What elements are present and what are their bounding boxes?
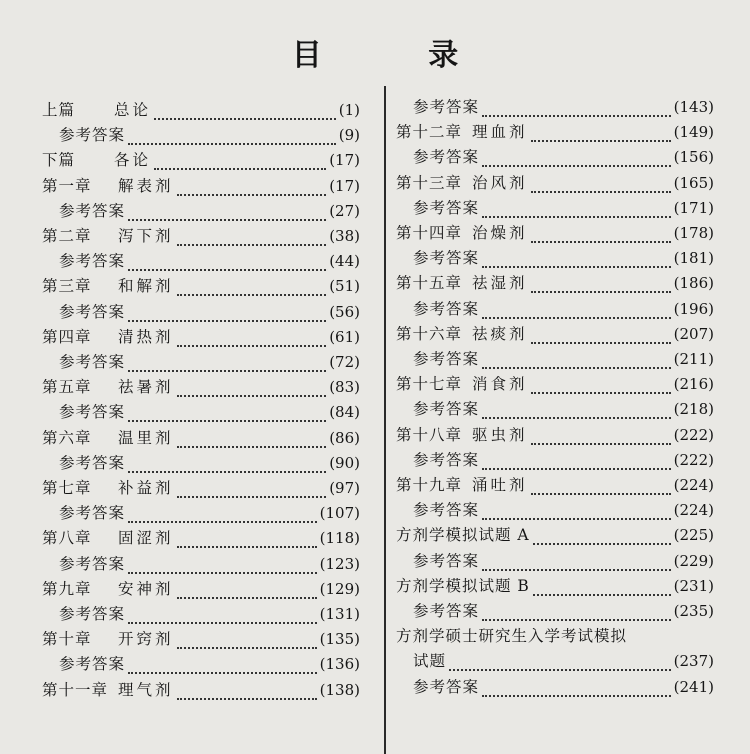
dot-leader (482, 303, 671, 319)
page-number: (17) (329, 176, 360, 195)
chapter-number: 第五章 (42, 378, 92, 397)
page-number: (143) (673, 98, 714, 116)
toc-answer-entry[interactable] (413, 650, 714, 672)
chapter-title: 总论 (114, 101, 152, 119)
dot-leader (177, 432, 327, 448)
toc-chapter-entry[interactable] (42, 427, 360, 449)
toc-answer-entry[interactable] (413, 676, 714, 698)
page-number: (216) (673, 375, 714, 394)
entry-label: 参考答案 (413, 249, 480, 268)
dot-leader (177, 230, 327, 246)
page-number: (241) (673, 677, 714, 696)
page-number: (138) (319, 680, 360, 699)
dot-leader (177, 532, 317, 548)
toc-answer-entry[interactable] (413, 499, 714, 521)
dot-leader (128, 205, 326, 221)
entry-label: 参考答案 (59, 302, 126, 321)
entry-label: 方剂学模拟试题 A (396, 526, 530, 545)
dot-leader (531, 277, 671, 293)
page-number: (131) (319, 605, 360, 623)
page-number: (1) (338, 101, 360, 119)
chapter-number: 第九章 (42, 579, 92, 598)
chapter-title: 和解剂 (118, 277, 174, 296)
chapter-title: 安神剂 (118, 579, 174, 598)
chapter-number: 第十九章 (396, 476, 463, 494)
page-number: (56) (329, 302, 360, 321)
toc-answer-entry[interactable] (59, 653, 360, 675)
toc-answer-entry[interactable] (59, 603, 360, 625)
toc-exam-entry[interactable] (396, 524, 714, 546)
page-number: (229) (673, 551, 714, 570)
dot-leader (128, 658, 317, 674)
page-number: (235) (673, 602, 714, 620)
chapter-number: 第十六章 (396, 324, 463, 343)
chapter-title: 治燥剂 (472, 224, 528, 242)
page-number: (186) (673, 274, 714, 293)
page-number: (17) (329, 151, 360, 170)
dot-leader (177, 633, 317, 649)
toc-chapter-entry[interactable] (396, 424, 714, 446)
chapter-title: 解表剂 (118, 176, 174, 195)
entry-label: 参考答案 (413, 677, 480, 696)
chapter-title: 清热剂 (118, 327, 174, 346)
chapter-number: 上篇 (42, 101, 76, 119)
toc-chapter-entry[interactable] (42, 376, 360, 398)
chapter-title: 开窍剂 (118, 630, 174, 649)
page-number: (171) (673, 198, 714, 217)
page-number: (225) (673, 526, 714, 545)
toc-answer-entry[interactable] (59, 351, 360, 373)
toc-chapter-entry[interactable] (396, 172, 714, 194)
toc-answer-entry[interactable] (59, 124, 360, 146)
toc-chapter-entry[interactable] (42, 527, 360, 549)
entry-label: 参考答案 (59, 252, 126, 271)
toc-chapter-entry[interactable] (42, 628, 360, 650)
entry-label: 方剂学模拟试题 B (396, 576, 530, 595)
page-number: (83) (329, 378, 360, 397)
toc-answer-entry[interactable] (413, 449, 714, 471)
page-title: 目 录 (291, 38, 507, 73)
dot-leader (128, 306, 326, 322)
entry-label: 参考答案 (413, 501, 480, 520)
dot-leader (533, 529, 671, 545)
chapter-title: 祛痰剂 (472, 324, 528, 343)
page-number: (9) (338, 126, 360, 145)
entry-label: 方剂学硕士研究生入学考试模拟 (396, 627, 628, 646)
dot-leader (482, 681, 671, 697)
chapter-title: 祛暑剂 (118, 378, 174, 397)
toc-answer-entry[interactable] (59, 250, 360, 272)
chapter-number: 第四章 (42, 327, 92, 346)
toc-chapter-entry[interactable] (42, 679, 360, 701)
dot-leader (531, 177, 671, 193)
dot-leader (482, 202, 671, 218)
toc-chapter-entry[interactable] (42, 477, 360, 499)
page-number: (196) (673, 299, 714, 318)
dot-leader (154, 154, 326, 170)
chapter-number: 第十一章 (42, 680, 109, 699)
page-number: (90) (329, 453, 360, 472)
chapter-number: 第三章 (42, 277, 92, 296)
dot-leader (531, 378, 671, 394)
chapter-title: 消食剂 (472, 375, 528, 394)
toc-chapter-entry[interactable] (396, 222, 714, 244)
page-number: (222) (673, 425, 714, 444)
entry-label: 参考答案 (413, 350, 480, 368)
page-number: (231) (673, 576, 714, 595)
dot-leader (482, 555, 671, 571)
entry-label: 参考答案 (59, 403, 126, 422)
chapter-title: 理血剂 (472, 123, 528, 142)
toc-answer-entry[interactable] (413, 348, 714, 370)
dot-leader (449, 655, 671, 671)
toc-answer-entry[interactable] (59, 452, 360, 474)
dot-leader (531, 479, 671, 495)
toc-answer-entry[interactable] (59, 200, 360, 222)
chapter-title: 温里剂 (118, 428, 174, 447)
entry-label: 参考答案 (59, 126, 126, 145)
dot-leader (531, 429, 671, 445)
chapter-number: 第十七章 (396, 375, 463, 394)
dot-leader (128, 558, 317, 574)
page-number: (97) (329, 479, 360, 497)
toc-chapter-entry[interactable] (42, 175, 360, 197)
chapter-number: 第十章 (42, 630, 92, 649)
chapter-number: 第八章 (42, 529, 92, 548)
chapter-number: 第十八章 (396, 425, 463, 444)
dot-leader (177, 684, 317, 700)
page-number: (118) (319, 529, 360, 548)
dot-leader (531, 126, 671, 142)
page-number: (38) (329, 227, 360, 245)
page-number: (123) (319, 554, 360, 573)
dot-leader (128, 507, 317, 523)
dot-leader (533, 580, 671, 596)
toc-answer-entry[interactable] (413, 96, 714, 118)
dot-leader (128, 129, 336, 145)
dot-leader (128, 457, 326, 473)
chapter-number: 第二章 (42, 227, 92, 245)
toc-answer-entry[interactable] (413, 600, 714, 622)
chapter-number: 第一章 (42, 176, 92, 195)
dot-leader (177, 331, 327, 347)
entry-label: 参考答案 (413, 450, 480, 469)
chapter-number: 第六章 (42, 428, 92, 447)
toc-chapter-entry[interactable] (396, 323, 714, 345)
chapter-number: 第十四章 (396, 224, 463, 242)
entry-label: 试题 (413, 652, 447, 671)
page-number: (129) (319, 579, 360, 598)
toc-answer-entry[interactable] (413, 247, 714, 269)
entry-label: 参考答案 (59, 201, 126, 220)
dot-leader (177, 583, 317, 599)
toc-answer-entry[interactable] (413, 398, 714, 420)
entry-label: 参考答案 (59, 453, 126, 472)
entry-label: 参考答案 (59, 605, 126, 623)
entry-label: 参考答案 (413, 98, 480, 116)
entry-label: 参考答案 (413, 551, 480, 570)
toc-answer-entry[interactable] (413, 550, 714, 572)
chapter-number: 第七章 (42, 479, 92, 497)
chapter-title: 各论 (114, 151, 152, 170)
page-number: (222) (673, 450, 714, 469)
page-number: (165) (673, 173, 714, 192)
dot-leader (128, 406, 326, 422)
toc-answer-entry[interactable] (413, 146, 714, 168)
chapter-title: 固涩剂 (118, 529, 174, 548)
page-number: (178) (673, 224, 714, 242)
page-number: (237) (673, 652, 714, 671)
page-number: (136) (319, 655, 360, 674)
chapter-title: 涌吐剂 (472, 476, 528, 494)
dot-leader (154, 104, 336, 120)
dot-leader (177, 381, 327, 397)
toc-chapter-entry[interactable] (396, 474, 714, 496)
toc-chapter-entry[interactable] (42, 578, 360, 600)
entry-label: 参考答案 (59, 554, 126, 573)
toc-heading-entry[interactable] (396, 625, 714, 647)
page-number: (211) (673, 350, 714, 368)
entry-label: 参考答案 (413, 198, 480, 217)
chapter-title: 治风剂 (472, 173, 528, 192)
page-number: (51) (329, 277, 360, 296)
toc-answer-entry[interactable] (413, 197, 714, 219)
page-number: (44) (329, 252, 360, 271)
page-number: (149) (673, 123, 714, 142)
toc-answer-entry[interactable] (59, 301, 360, 323)
entry-label: 参考答案 (59, 353, 126, 371)
page-number: (218) (673, 400, 714, 419)
dot-leader (128, 608, 317, 624)
chapter-number: 第十三章 (396, 173, 463, 192)
dot-leader (531, 328, 671, 344)
entry-label: 参考答案 (413, 602, 480, 620)
dot-leader (482, 151, 671, 167)
page-number: (61) (329, 327, 360, 346)
chapter-number: 第十二章 (396, 123, 463, 142)
dot-leader (177, 482, 327, 498)
page-number: (135) (319, 630, 360, 649)
page-number: (224) (673, 501, 714, 520)
dot-leader (177, 180, 327, 196)
page-number: (84) (329, 403, 360, 422)
chapter-title: 补益剂 (118, 479, 174, 497)
entry-label: 参考答案 (59, 504, 126, 523)
page-number: (27) (329, 201, 360, 220)
page-number: (72) (329, 353, 360, 371)
entry-label: 参考答案 (413, 148, 480, 167)
dot-leader (128, 255, 326, 271)
entry-label: 参考答案 (413, 400, 480, 419)
toc-chapter-entry[interactable] (42, 225, 360, 247)
dot-leader (482, 101, 671, 117)
chapter-title: 驱虫剂 (472, 425, 528, 444)
dot-leader (482, 504, 671, 520)
chapter-title: 理气剂 (118, 680, 174, 699)
column-divider (384, 86, 386, 754)
toc-chapter-entry[interactable] (396, 272, 714, 294)
dot-leader (482, 403, 671, 419)
toc-chapter-entry[interactable] (42, 326, 360, 348)
toc-part-entry[interactable] (42, 149, 360, 171)
toc-answer-entry[interactable] (413, 298, 714, 320)
toc-exam-entry[interactable] (396, 575, 714, 597)
toc-answer-entry[interactable] (59, 553, 360, 575)
page-number: (207) (673, 324, 714, 343)
page-number: (224) (673, 476, 714, 494)
entry-label: 参考答案 (413, 299, 480, 318)
dot-leader (177, 280, 327, 296)
dot-leader (482, 454, 671, 470)
chapter-number: 下篇 (42, 151, 76, 170)
toc-chapter-entry[interactable] (42, 275, 360, 297)
dot-leader (482, 252, 671, 268)
dot-leader (531, 227, 671, 243)
toc-answer-entry[interactable] (59, 401, 360, 423)
page-number: (156) (673, 148, 714, 167)
page-number: (86) (329, 428, 360, 447)
dot-leader (128, 356, 326, 372)
chapter-title: 祛湿剂 (472, 274, 528, 293)
dot-leader (482, 605, 671, 621)
toc-chapter-entry[interactable] (396, 121, 714, 143)
page-number: (181) (673, 249, 714, 268)
entry-label: 参考答案 (59, 655, 126, 674)
chapter-title: 泻下剂 (118, 227, 174, 245)
chapter-number: 第十五章 (396, 274, 463, 293)
toc-chapter-entry[interactable] (396, 373, 714, 395)
page-number: (107) (319, 504, 360, 523)
toc-part-entry[interactable] (42, 99, 360, 121)
dot-leader (482, 353, 671, 369)
toc-answer-entry[interactable] (59, 502, 360, 524)
